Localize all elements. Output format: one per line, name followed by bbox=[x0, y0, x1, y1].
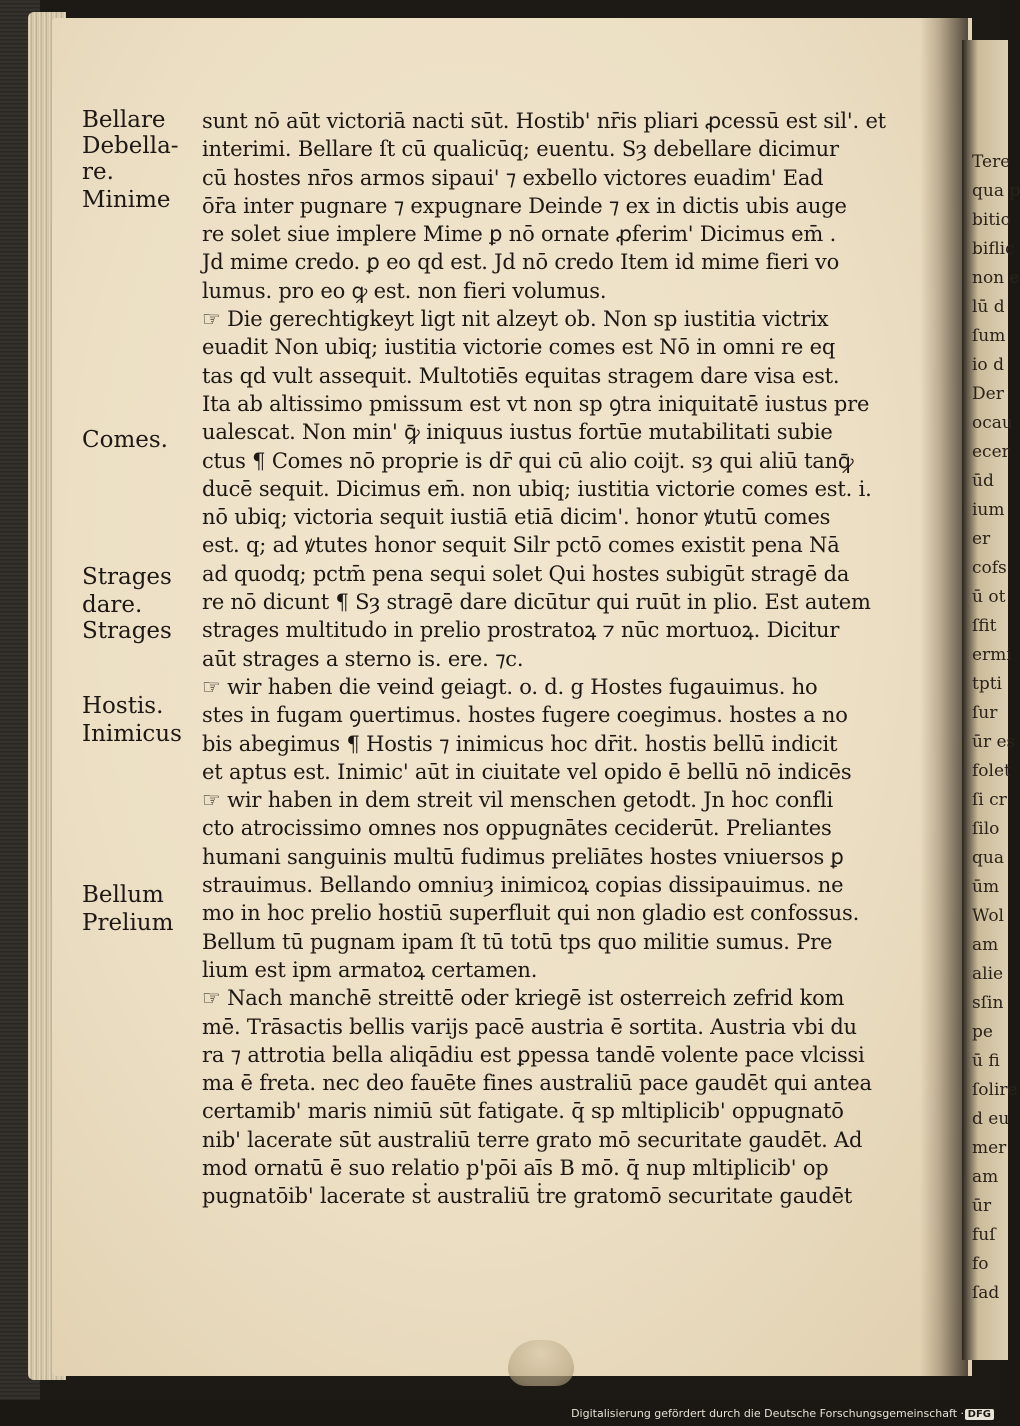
text-line: ōr̄a inter pugnare ⁊ expugnare Deinde ⁊ ex in dictis ubis auge bbox=[202, 193, 847, 218]
facing-fragment: ūr es bbox=[972, 732, 1016, 752]
text-line: interimi. Bellare ſt cū qualicūq; euentu. Sȝ debellare dicimur bbox=[202, 137, 839, 162]
text-line: ☞ wir haben die veind geiagt. o. d. g Hostes fugauimus. ho bbox=[202, 674, 818, 699]
facing-fragment: fo bbox=[972, 1254, 989, 1274]
dfg-logo: DFG bbox=[965, 1409, 994, 1420]
text-line: ma ē freta. nec deo fauēte fines australiū pace gaudēt qui antea bbox=[202, 1071, 872, 1096]
facing-fragment: Tere bbox=[972, 152, 1011, 172]
text-line: re solet siue implere Mime ꝑ nō ornate ꝓferim' Dicimus em̄ . bbox=[202, 222, 837, 247]
facing-fragment: non e bbox=[972, 268, 1020, 288]
facing-fragment: cofs bbox=[972, 558, 1007, 578]
text-line: mod ornatū ē suo relatio p'pōi aīs B mō. q̄ nup mltiplicib' op bbox=[202, 1155, 829, 1180]
facing-fragment: ecer bbox=[972, 442, 1010, 462]
margin-note: Inimicus bbox=[82, 721, 182, 747]
text-line: ☞ Nach manchē streittē oder kriegē ist osterreich zefrid kom bbox=[202, 986, 845, 1011]
facing-page-text bbox=[972, 148, 1020, 1308]
text-line: mo in hoc prelio hostiū superfluit qui non gladio est confossus. bbox=[202, 901, 860, 926]
text-line: ☞ Die gerechtigkeyt ligt nit alzeyt ob. Non sp iustitia victrix bbox=[202, 307, 829, 332]
facing-fragment: ermi bbox=[972, 645, 1012, 665]
facing-fragment: Wol bbox=[972, 906, 1004, 926]
margin-note: Strages bbox=[82, 618, 172, 644]
facing-fragment: ūd bbox=[972, 471, 994, 491]
margin-note: dare. bbox=[82, 592, 143, 618]
facing-fragment: pe bbox=[972, 1022, 993, 1042]
margin-note: Strages bbox=[82, 564, 172, 590]
facing-fragment: lū d bbox=[972, 297, 1005, 317]
facing-fragment: qua bbox=[972, 848, 1004, 868]
digitization-footer bbox=[0, 1400, 1000, 1426]
facing-fragment: qua p bbox=[972, 181, 1020, 201]
text-line: aūt strages a sterno is. ere. ⁊c. bbox=[202, 646, 524, 671]
text-line: humani sanguinis multū fudimus preliātes hostes vniuersos ꝑ bbox=[202, 844, 844, 869]
text-line: lium est ipm armatoꝝ certamen. bbox=[202, 957, 538, 982]
facing-fragment: mer bbox=[972, 1138, 1007, 1158]
margin-note: Minime bbox=[82, 187, 171, 213]
text-line: bis abegimus ¶ Hostis ⁊ inimicus hoc dr̄it. hostis bellū indicit bbox=[202, 731, 838, 756]
text-line: Jd mime credo. ꝑ eo qd est. Jd nō credo Item id mime fieri vo bbox=[202, 250, 840, 275]
facing-fragment: ſfit bbox=[972, 616, 997, 636]
funding-credit: Digitalisierung gefördert durch die Deutsche Forschungsgemeinschaft · bbox=[571, 1407, 964, 1420]
text-line: cto atrocissimo omnes nos oppugnātes ceciderūt. Preliantes bbox=[202, 816, 832, 841]
facing-fragment: folet bbox=[972, 761, 1011, 781]
margin-note: Hostis. bbox=[82, 693, 164, 719]
clasp-mark bbox=[508, 1340, 574, 1386]
facing-fragment: ū ot bbox=[972, 587, 1006, 607]
facing-fragment: ſi cr bbox=[972, 790, 1007, 810]
text-line: et aptus est. Inimic' aūt in ciuitate vel opido ē bellū nō indicēs bbox=[202, 759, 852, 784]
text-line: Ita ab altissimo pmissum est vt non sp ꝯtra iniquitatē iustus pre bbox=[202, 391, 870, 416]
facing-fragment: tpti bbox=[972, 674, 1002, 694]
facing-fragment: am bbox=[972, 1167, 999, 1187]
facing-fragment: ſum bbox=[972, 326, 1006, 346]
facing-fragment: ū fi bbox=[972, 1051, 1000, 1071]
facing-fragment: biflic bbox=[972, 239, 1015, 259]
text-line: ad quodq; pctm̄ pena sequi solet Qui hostes subigūt stragē da bbox=[202, 561, 850, 586]
facing-fragment: ſilo bbox=[972, 819, 1000, 839]
text-line: Bellum tū pugnam ipam ſt tū totū tps quo militie sumus. Pre bbox=[202, 929, 833, 954]
facing-fragment: ocau bbox=[972, 413, 1013, 433]
facing-fragment: d eu bbox=[972, 1109, 1010, 1129]
margin-note: re. bbox=[82, 159, 114, 185]
margin-note: Bellum bbox=[82, 882, 164, 908]
text-line: nō ubiq; victoria sequit iustiā etiā dicim'. honor ꝟtutū comes bbox=[202, 505, 831, 530]
facing-fragment: ſur bbox=[972, 703, 998, 723]
facing-fragment: Der bbox=[972, 384, 1004, 404]
margin-note: Comes. bbox=[82, 427, 168, 453]
text-line: euadit Non ubiq; iustitia victorie comes est Nō in omni re eq bbox=[202, 335, 836, 360]
facing-fragment: ium bbox=[972, 500, 1005, 520]
facing-fragment: ūm bbox=[972, 877, 1000, 897]
margin-note: Debella- bbox=[82, 133, 179, 159]
text-line: ualescat. Non min' ꝙ̄ iniquus iustus fortūe mutabilitati subie bbox=[202, 420, 833, 445]
text-line: cū hostes nr̄os armos sipaui' ⁊ exbello victores euadim' Ead bbox=[202, 165, 824, 190]
facing-fragment: er bbox=[972, 529, 991, 549]
facing-fragment: am bbox=[972, 935, 999, 955]
facing-fragment: io d bbox=[972, 355, 1004, 375]
text-line: strages multitudo in prelio prostratoꝝ ⁊ nūc mortuoꝝ. Dicitur bbox=[202, 618, 840, 643]
facing-fragment: ſolire bbox=[972, 1080, 1018, 1100]
text-line: sunt nō aūt victoriā nacti sūt. Hostib' nr̄is pliari ꝓcessū est sil'. et bbox=[202, 109, 886, 133]
text-line: stes in fugam ꝯuertimus. hostes fugere coegimus. hostes a no bbox=[202, 703, 848, 728]
text-line: ☞ wir haben in dem streit vil menschen getodt. Jn hoc confli bbox=[202, 788, 833, 813]
facing-fragment: alie bbox=[972, 964, 1004, 984]
facing-fragment: ūr bbox=[972, 1196, 992, 1216]
text-line: est. q; ad ꝟtutes honor sequit Silr pctō comes existit pena Nā bbox=[202, 533, 840, 558]
main-text-block bbox=[202, 107, 932, 1211]
margin-note: Prelium bbox=[82, 910, 174, 936]
text-line: ra ⁊ attrotia bella aliqādiu est ꝑpessa tandē volente pace vlcissi bbox=[202, 1042, 865, 1067]
text-line: lumus. pro eo ꝙ est. non fieri volumus. bbox=[202, 278, 607, 303]
text-line: ducē sequit. Dicimus em̄. non ubiq; iustitia victorie comes est. i. bbox=[202, 476, 872, 501]
text-line: nib' lacerate sūt australiū terre grato mō securitate gaudēt. Ad bbox=[202, 1127, 863, 1152]
text-line: ctus ¶ Comes nō proprie is dr̄ qui cū alio coijt. sȝ qui aliū tanꝙ̄ bbox=[202, 448, 854, 473]
facing-fragment: ſad bbox=[972, 1283, 1000, 1303]
text-line: strauimus. Bellando omniuȝ inimicoꝝ copias dissipauimus. ne bbox=[202, 873, 844, 898]
text-line: tas qd vult assequit. Multotiēs equitas stragem dare visa est. bbox=[202, 363, 840, 388]
margin-note: Bellare bbox=[82, 107, 166, 133]
text-line: pugnatōib' lacerate sṫ australiū ṫre gratomō securitate gaudēt bbox=[202, 1184, 853, 1209]
facing-fragment: bitio bbox=[972, 210, 1011, 230]
text-line: mē. Trāsactis bellis varijs pacē austria ē sortita. Austria vbi du bbox=[202, 1014, 857, 1039]
margin-glosses bbox=[82, 0, 212, 1426]
text-line: re nō dicunt ¶ Sȝ stragē dare dicūtur qui ruūt in plio. Est autem bbox=[202, 590, 871, 615]
text-line: certamib' maris nimiū sūt fatigate. q̄ sp mltiplicib' oppugnatō bbox=[202, 1099, 844, 1124]
facing-fragment: fuſ bbox=[972, 1225, 996, 1245]
facing-fragment: sſin bbox=[972, 993, 1004, 1013]
